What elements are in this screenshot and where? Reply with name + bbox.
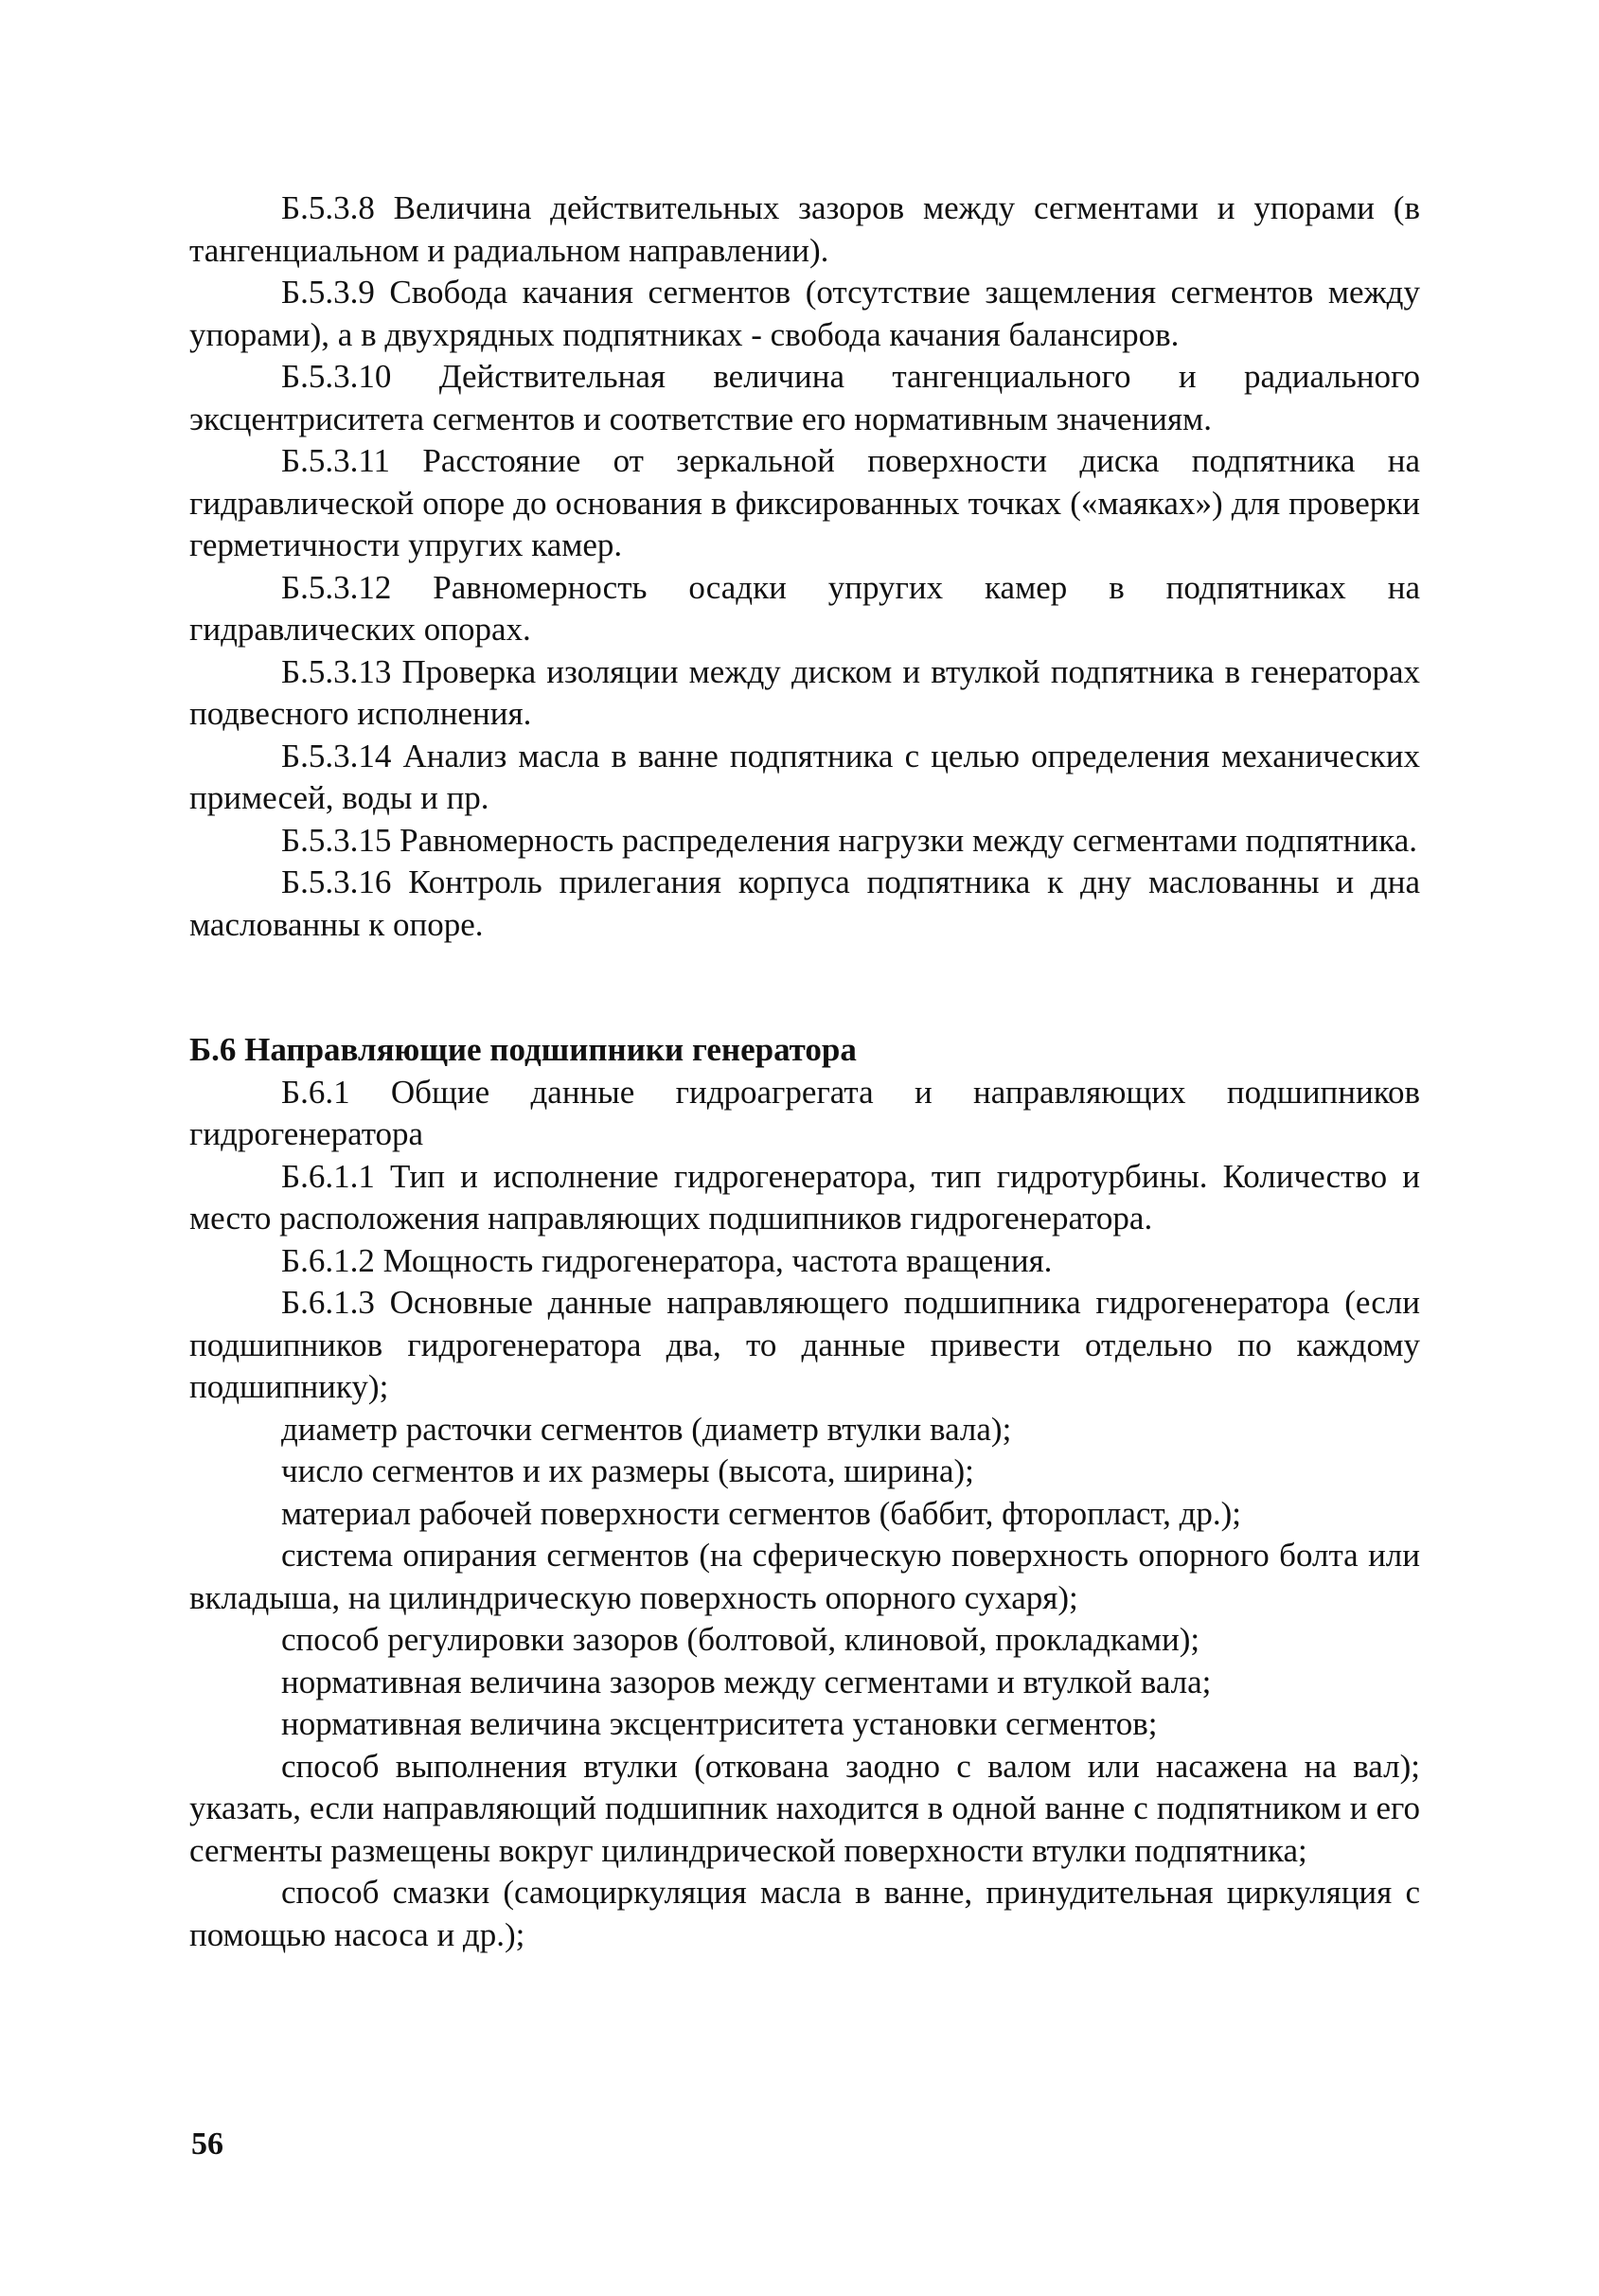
paragraph-b6-1-1: Б.6.1.1 Тип и исполнение гидрогенератора, тип гидротурбины. Количество и место расположения направляющих подшипников гидрогенератора. [189, 1157, 1420, 1237]
list-item: число сегментов и их размеры (высота, ширина); [281, 1452, 974, 1489]
paragraph-b6-1: Б.6.1 Общие данные гидроагрегата и направляющих подшипников гидрогенератора [189, 1073, 1420, 1152]
paragraph-b5-3-12: Б.5.3.12 Равномерность осадки упругих камер в подпятниках на гидравлических опорах. [189, 568, 1420, 648]
paragraph-b6-1-2: Б.6.1.2 Мощность гидрогенератора, частота вращения. [281, 1241, 1053, 1279]
paragraph-b5-3-8: Б.5.3.8 Величина действительных зазоров между сегментами и упорами (в тангенциальном и радиальном направлении). [189, 189, 1420, 269]
paragraph-b6-1-3: Б.6.1.3 Основные данные направляющего подшипника гидрогенератора (если подшипников гидрогенератора два, то данные привести отдельно по каждому подшипнику); [189, 1284, 1420, 1405]
paragraph-b5-3-16: Б.5.3.16 Контроль прилегания корпуса подпятника к дну маслованны и дна маслованны к опоре. [189, 863, 1420, 943]
page-content [189, 187, 1420, 1956]
list-item: способ выполнения втулки (откована заодно с валом или насажена на вал); указать, если направляющий подшипник находится в одной ванне с подпятником и его сегменты размещены вокруг цилиндрической поверхности втулки подпятника; [189, 1747, 1420, 1869]
page-number: 56 [191, 2127, 223, 2162]
paragraph-b5-3-9: Б.5.3.9 Свобода качания сегментов (отсутствие защемления сегментов между упорами), а в двухрядных подпятниках - свобода качания балансиров. [189, 274, 1420, 353]
paragraph-b5-3-13: Б.5.3.13 Проверка изоляции между диском и втулкой подпятника в генераторах подвесного исполнения. [189, 652, 1420, 732]
paragraph-b5-3-14: Б.5.3.14 Анализ масла в ванне подпятника с целью определения механических примесей, воды и пр. [189, 737, 1420, 816]
section-heading: Б.6 Направляющие подшипники генератора [189, 1031, 857, 1068]
list-item: диаметр расточки сегментов (диаметр втулки вала); [281, 1410, 1012, 1448]
list-item: система опирания сегментов (на сферическую поверхность опорного болта или вкладыша, на цилиндрическую поверхность опорного сухаря); [189, 1537, 1420, 1616]
paragraph-b5-3-11: Б.5.3.11 Расстояние от зеркальной поверхности диска подпятника на гидравлической опоре до основания в фиксированных точках («маяках») для проверки герметичности упругих камер. [189, 442, 1420, 563]
paragraph-b5-3-15: Б.5.3.15 Равномерность распределения нагрузки между сегментами подпятника. [281, 821, 1417, 859]
list-item: материал рабочей поверхности сегментов (баббит, фторопласт, др.); [281, 1494, 1242, 1532]
list-item: нормативная величина зазоров между сегментами и втулкой вала; [281, 1663, 1212, 1700]
list-item: способ смазки (самоциркуляция масла в ванне, принудительная циркуляция с помощью насоса и др.); [189, 1874, 1420, 1953]
paragraph-b5-3-10: Б.5.3.10 Действительная величина тангенциального и радиального эксцентриситета сегментов и соответствие его нормативным значениям. [189, 358, 1420, 437]
list-item: способ регулировки зазоров (болтовой, клиновой, прокладками); [281, 1621, 1200, 1658]
list-item: нормативная величина эксцентриситета установки сегментов; [281, 1705, 1158, 1742]
